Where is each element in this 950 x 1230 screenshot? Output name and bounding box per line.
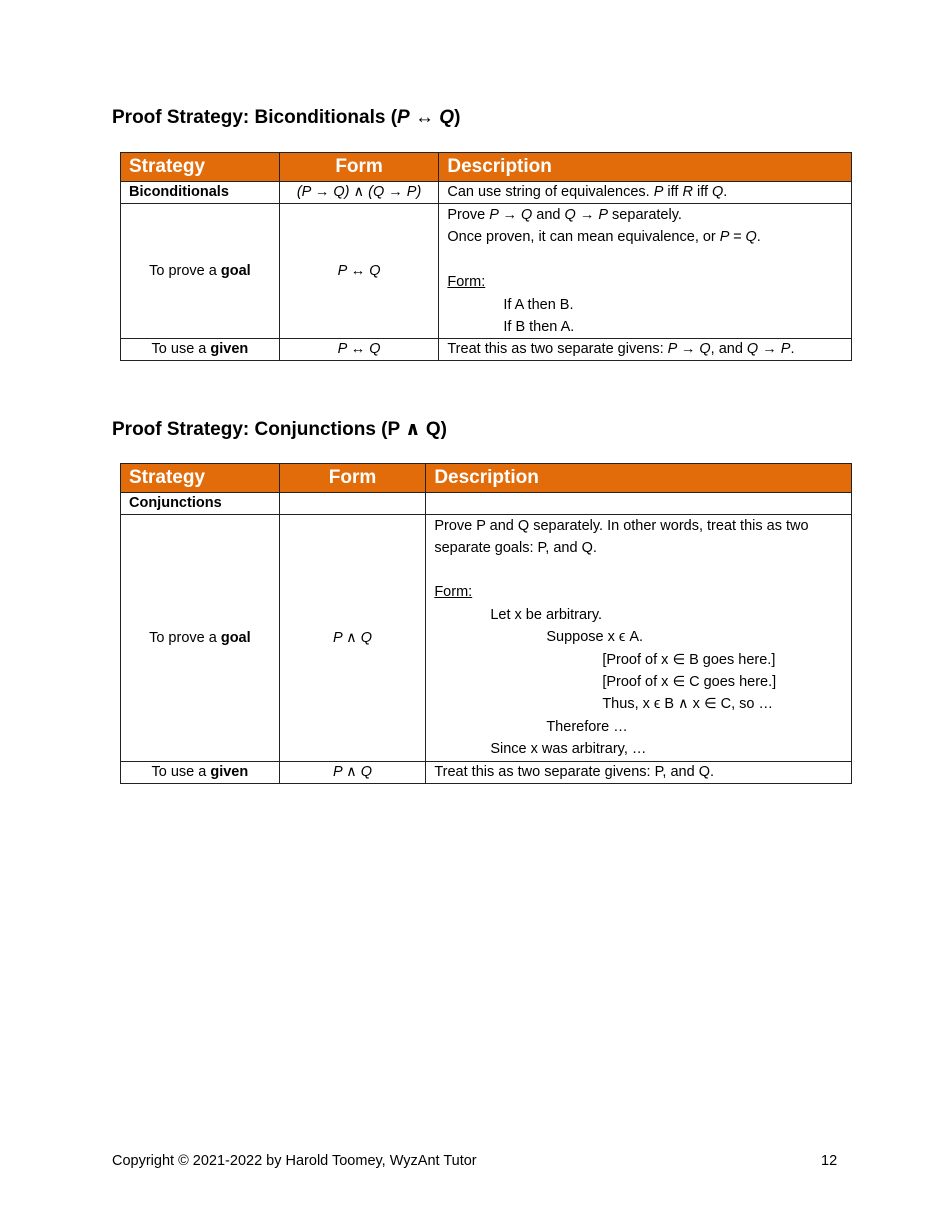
description-cell: Can use string of equivalences. P iff R iff Q. [439, 182, 852, 204]
form-cell: P ↔ Q [279, 204, 439, 339]
table-row [121, 515, 852, 762]
table-row [121, 182, 852, 204]
conjunctions-table [120, 463, 852, 784]
table-row [121, 493, 852, 515]
table-header-row [121, 153, 852, 182]
table-header-row [121, 464, 852, 493]
strategy-cell: To prove a goal [121, 515, 280, 762]
description-cell: Treat this as two separate givens: P, and Q. [426, 761, 852, 783]
form-cell: P ↔ Q [279, 339, 439, 361]
section-title-biconditionals: Proof Strategy: Biconditionals (P ↔ Q) [112, 107, 461, 128]
form-cell: (P → Q) ∧ (Q → P) [279, 182, 439, 204]
strategy-cell: To use a given [121, 339, 280, 361]
description-cell: Treat this as two separate givens: P → Q, and Q → P. [439, 339, 852, 361]
description-cell [426, 493, 852, 515]
footer-copyright: Copyright © 2021-2022 by Harold Toomey, WyzAnt Tutor [112, 1153, 477, 1169]
form-label: Form: [434, 584, 473, 601]
table-row [121, 761, 852, 783]
header-strategy: Strategy [121, 153, 280, 182]
header-description: Description [426, 464, 852, 493]
form-cell: P ∧ Q [279, 761, 426, 783]
strategy-cell: To prove a goal [121, 204, 280, 339]
header-strategy: Strategy [121, 464, 280, 493]
table-row [121, 204, 852, 339]
strategy-cell: Conjunctions [121, 493, 280, 515]
strategy-cell: Biconditionals [121, 182, 280, 204]
page-number: 12 [821, 1153, 838, 1169]
table-row [121, 339, 852, 361]
header-description: Description [439, 153, 852, 182]
description-cell: Prove P → Q and Q → P separately. Once proven, it can mean equivalence, or P = Q. Form: If A then B. If B then A. [439, 204, 852, 339]
biconditionals-table [120, 152, 852, 361]
header-form: Form [279, 153, 439, 182]
header-form: Form [279, 464, 426, 493]
form-cell [279, 493, 426, 515]
form-label: Form: [447, 274, 486, 291]
section-title-conjunctions: Proof Strategy: Conjunctions (P ∧ Q) [112, 419, 447, 440]
form-cell: P ∧ Q [279, 515, 426, 762]
strategy-cell: To use a given [121, 761, 280, 783]
description-cell: Prove P and Q separately. In other words, treat this as two separate goals: P, and Q. Form: Let x be arbitrary. Suppose x ϵ A. [Proof of x ∈ B goes here.] [Proof of x ∈ C goes here.] Thus, x ϵ B ∧ x ∈ C, so … Therefore … Since x was arbitrary, … [426, 515, 852, 762]
